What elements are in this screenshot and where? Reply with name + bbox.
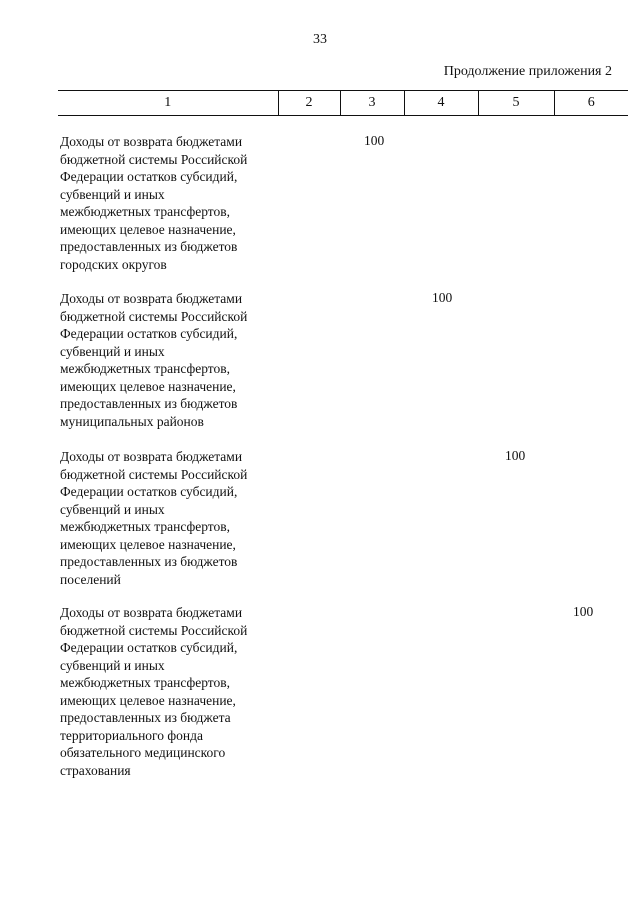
row-1-value: 100 (364, 133, 385, 148)
row-2-value: 100 (432, 290, 453, 305)
column-header-6: 6 (554, 91, 628, 116)
row-1-description: Доходы от возврата бюджетами бюджетной системы Российской Федерации остатков субсидий, субвенций и иных межбюджетных трансфертов, имеющих целевое назначение, предоставленных из бюджетов городских округов (60, 134, 248, 272)
page-number: 33 (313, 32, 327, 47)
row-2-description: Доходы от возврата бюджетами бюджетной системы Российской Федерации остатков субсидий, субвенций и иных межбюджетных трансфертов, имеющих целевое назначение, предоставленных из бюджетов муниципальных районов (60, 291, 248, 429)
column-header-5: 5 (478, 91, 554, 116)
column-header-row (58, 91, 628, 116)
column-header-1: 1 (58, 91, 278, 116)
row-4-value: 100 (573, 604, 594, 619)
row-3-description: Доходы от возврата бюджетами бюджетной системы Российской Федерации остатков субсидий, субвенций и иных межбюджетных трансфертов, имеющих целевое назначение, предоставленных из бюджетов поселений (60, 449, 248, 587)
column-header-2: 2 (278, 91, 340, 116)
continuation-caption: Продолжение приложения 2 (443, 64, 612, 79)
column-header-3: 3 (340, 91, 404, 116)
row-4-description: Доходы от возврата бюджетами бюджетной системы Российской Федерации остатков субсидий, субвенций и иных межбюджетных трансфертов, имеющих целевое назначение, предоставленных из бюджета территориального фонда обязательного медицинского страхования (60, 605, 248, 778)
column-header-table (58, 90, 628, 116)
row-3-value: 100 (505, 448, 526, 463)
column-header-4: 4 (404, 91, 478, 116)
